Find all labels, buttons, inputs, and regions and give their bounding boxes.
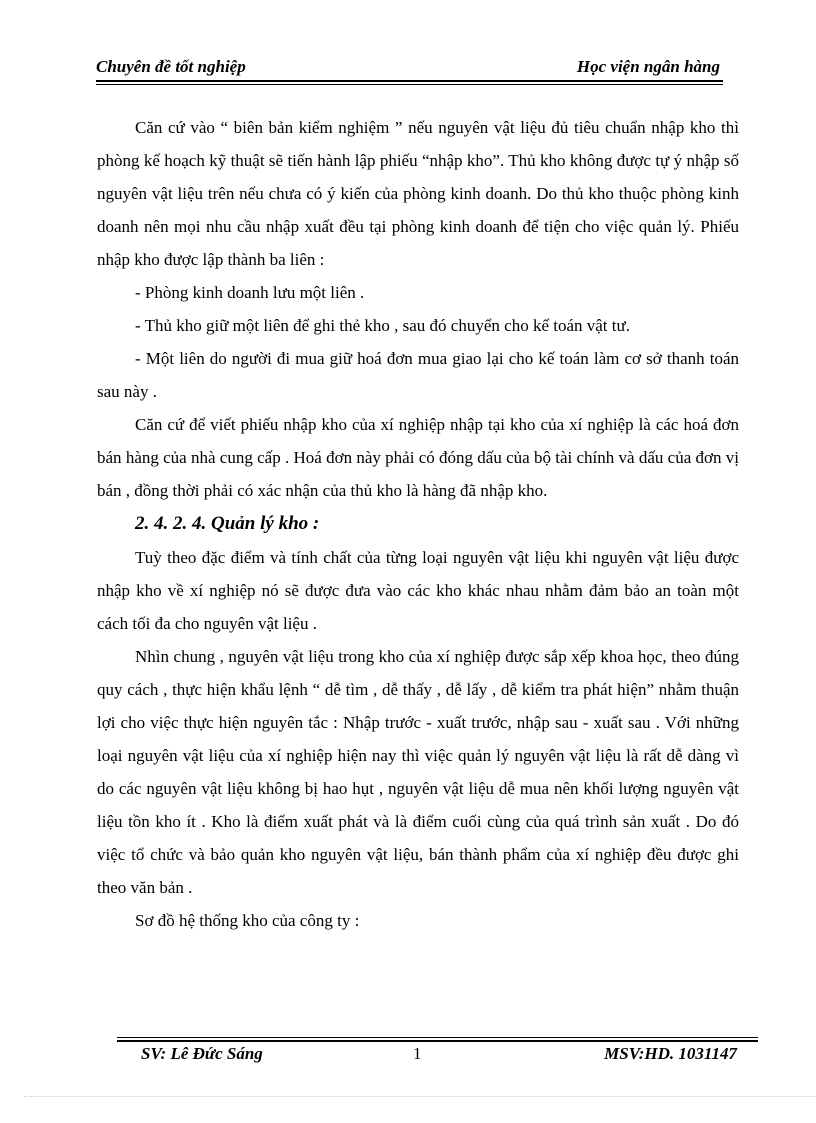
footer-student-name: SV: Lê Đức Sáng	[141, 1044, 263, 1063]
paragraph-receipt-note: Căn cứ vào “ biên bản kiểm nghiệm ” nếu nguyên vật liệu đủ tiêu chuẩn nhập kho thì phòng kế hoạch kỹ thuật sẽ tiến hành lập phiếu “nhập kho”. Thủ kho không được tự ý nhập số nguyên vật liệu trên nếu chưa có ý kiến của phòng kinh doanh. Do thủ kho thuộc phòng kinh doanh nên mọi nhu cầu nhập xuất đều tại phòng kinh doanh để tiện cho việc quản lý. Phiếu nhập kho được lập thành ba liên :	[97, 118, 739, 269]
bullet-business-dept: - Phòng kinh doanh lưu một liên .	[135, 283, 365, 302]
section-heading-warehouse-management: 2. 4. 2. 4. Quản lý kho :	[135, 513, 320, 534]
header-institution: Học viện ngân hàng	[576, 57, 720, 76]
footer-divider	[117, 1037, 758, 1042]
document-body	[97, 111, 739, 937]
footer-page-number: 1	[413, 1044, 422, 1063]
header-document-type: Chuyên đề tốt nghiệp	[96, 57, 246, 76]
bullet-buyer: - Một liên do người đi mua giữ hoá đơn mua giao lại cho kế toán làm cơ sở thanh toán sau này .	[97, 349, 739, 401]
paragraph-storage: Tuỳ theo đặc điểm và tính chất của từng loại nguyên vật liệu khi nguyên vật liệu được nhập kho về xí nghiệp nó sẽ được đưa vào các kho khác nhau nhằm đảm bảo an toàn một cách tối đa cho nguyên vật liệu .	[97, 548, 739, 633]
paragraph-invoice-basis: Căn cứ để viết phiếu nhập kho của xí nghiệp nhập tại kho của xí nghiệp là các hoá đơn bán hàng của nhà cung cấp . Hoá đơn này phải có đóng dấu của bộ tài chính và dấu của đơn vị bán , đồng thời phải có xác nhận của thủ kho là hàng đã nhập kho.	[97, 415, 739, 500]
page-bottom-edge	[24, 1096, 816, 1097]
footer-student-id: MSV:HD. 1031147	[604, 1044, 737, 1063]
page-footer	[141, 1044, 737, 1066]
paragraph-diagram-intro: Sơ đồ hệ thống kho của công ty :	[135, 911, 360, 930]
header-divider	[96, 80, 723, 85]
paragraph-overview: Nhìn chung , nguyên vật liệu trong kho của xí nghiệp được sắp xếp khoa học, theo đúng quy cách , thực hiện khẩu lệnh “ dễ tìm , dễ thấy , dễ lấy , dễ kiểm tra phát hiện” nhằm thuận lợi cho việc thực hiện nguyên tắc : Nhập trước - xuất trước, nhập sau - xuất sau . Với những loại nguyên vật liệu của xí nghiệp hiện nay thì việc quản lý nguyên vật liệu là rất dễ dàng vì do các nguyên vật liệu không bị hao hụt , nguyên vật liệu dễ mua nên khối lượng nguyên vật liệu tồn kho ít . Kho là điểm xuất phát và là điểm cuối cùng của quá trình sản xuất . Do đó việc tổ chức và bảo quản kho nguyên vật liệu, bán thành phẩm của xí nghiệp đều được ghi theo văn bản .	[97, 647, 739, 897]
page-header	[96, 57, 720, 81]
bullet-warehouse-keeper: - Thủ kho giữ một liên để ghi thẻ kho , sau đó chuyển cho kế toán vật tư.	[135, 316, 630, 335]
